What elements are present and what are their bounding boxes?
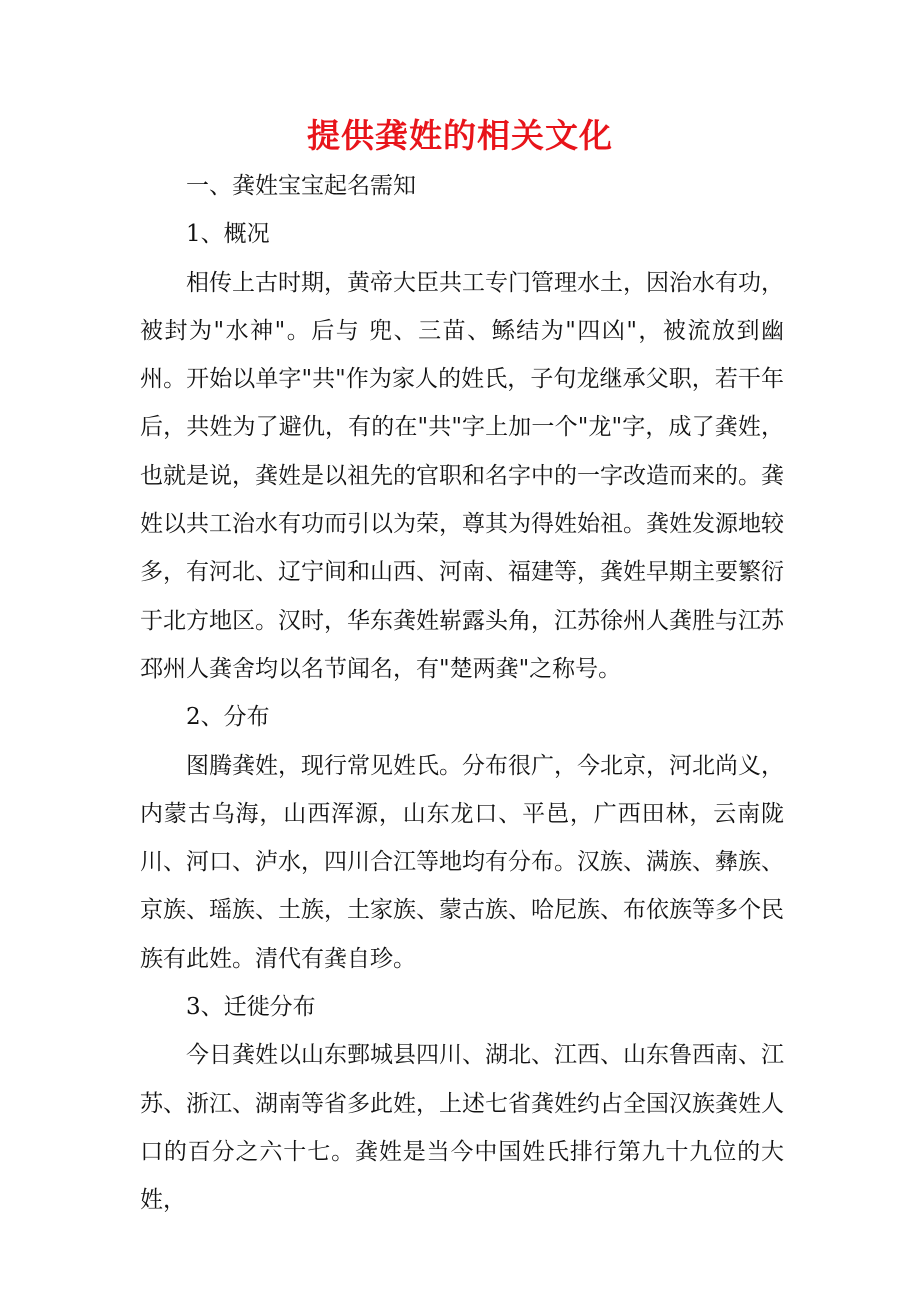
body-paragraph: 图腾龚姓，现行常见姓氏。分布很广，今北京，河北尚义，内蒙古乌海，山西浑源，山东龙口、平邑，广西田林，云南陇川、河口、泸水，四川合江等地均有分布。汉族、满族、彝族、京族、瑶族、土族，土家族、蒙古族、哈尼族、布依族等多个民族有此姓。清代有龚自珍。 (140, 752, 784, 972)
document-title: 提供龚姓的相关文化 (307, 116, 613, 155)
body-paragraph: 今日龚姓以山东鄄城县四川、湖北、江西、山东鲁西南、江苏、浙江、湖南等省多此姓，上述七省龚姓约占全国汉族龚姓人口的百分之六十七。龚姓是当今中国姓氏排行第九十九位的大姓， (140, 1042, 784, 1214)
document-body (140, 162, 784, 1225)
body-paragraph: 相传上古时期，黄帝大臣共工专门管理水土，因治水有功，被封为"水神"。后与 兜、三苗、鲧结为"四凶"，被流放到幽州。开始以单字"共"作为家人的姓氏，子句龙继承父职，若干年后，共姓为了避仇，有的在"共"字上加一个"龙"字，成了龚姓，也就是说，龚姓是以祖先的官职和名字中的一字改造而来的。龚姓以共工治水有功而引以为荣，尊其为得姓始祖。龚姓发源地较多，有河北、辽宁间和山西、河南、福建等，龚姓早期主要繁衍于北方地区。汉时，华东龚姓崭露头角，江苏徐州人龚胜与江苏邳州人龚舍均以名节闻名，有"楚两龚"之称号。 (140, 269, 784, 682)
subsection-heading: 1、概况 (186, 221, 270, 248)
section-heading: 一、龚姓宝宝起名需知 (186, 173, 416, 199)
subsection-heading: 3、迁徙分布 (186, 994, 316, 1021)
subsection-heading: 2、分布 (186, 704, 270, 731)
